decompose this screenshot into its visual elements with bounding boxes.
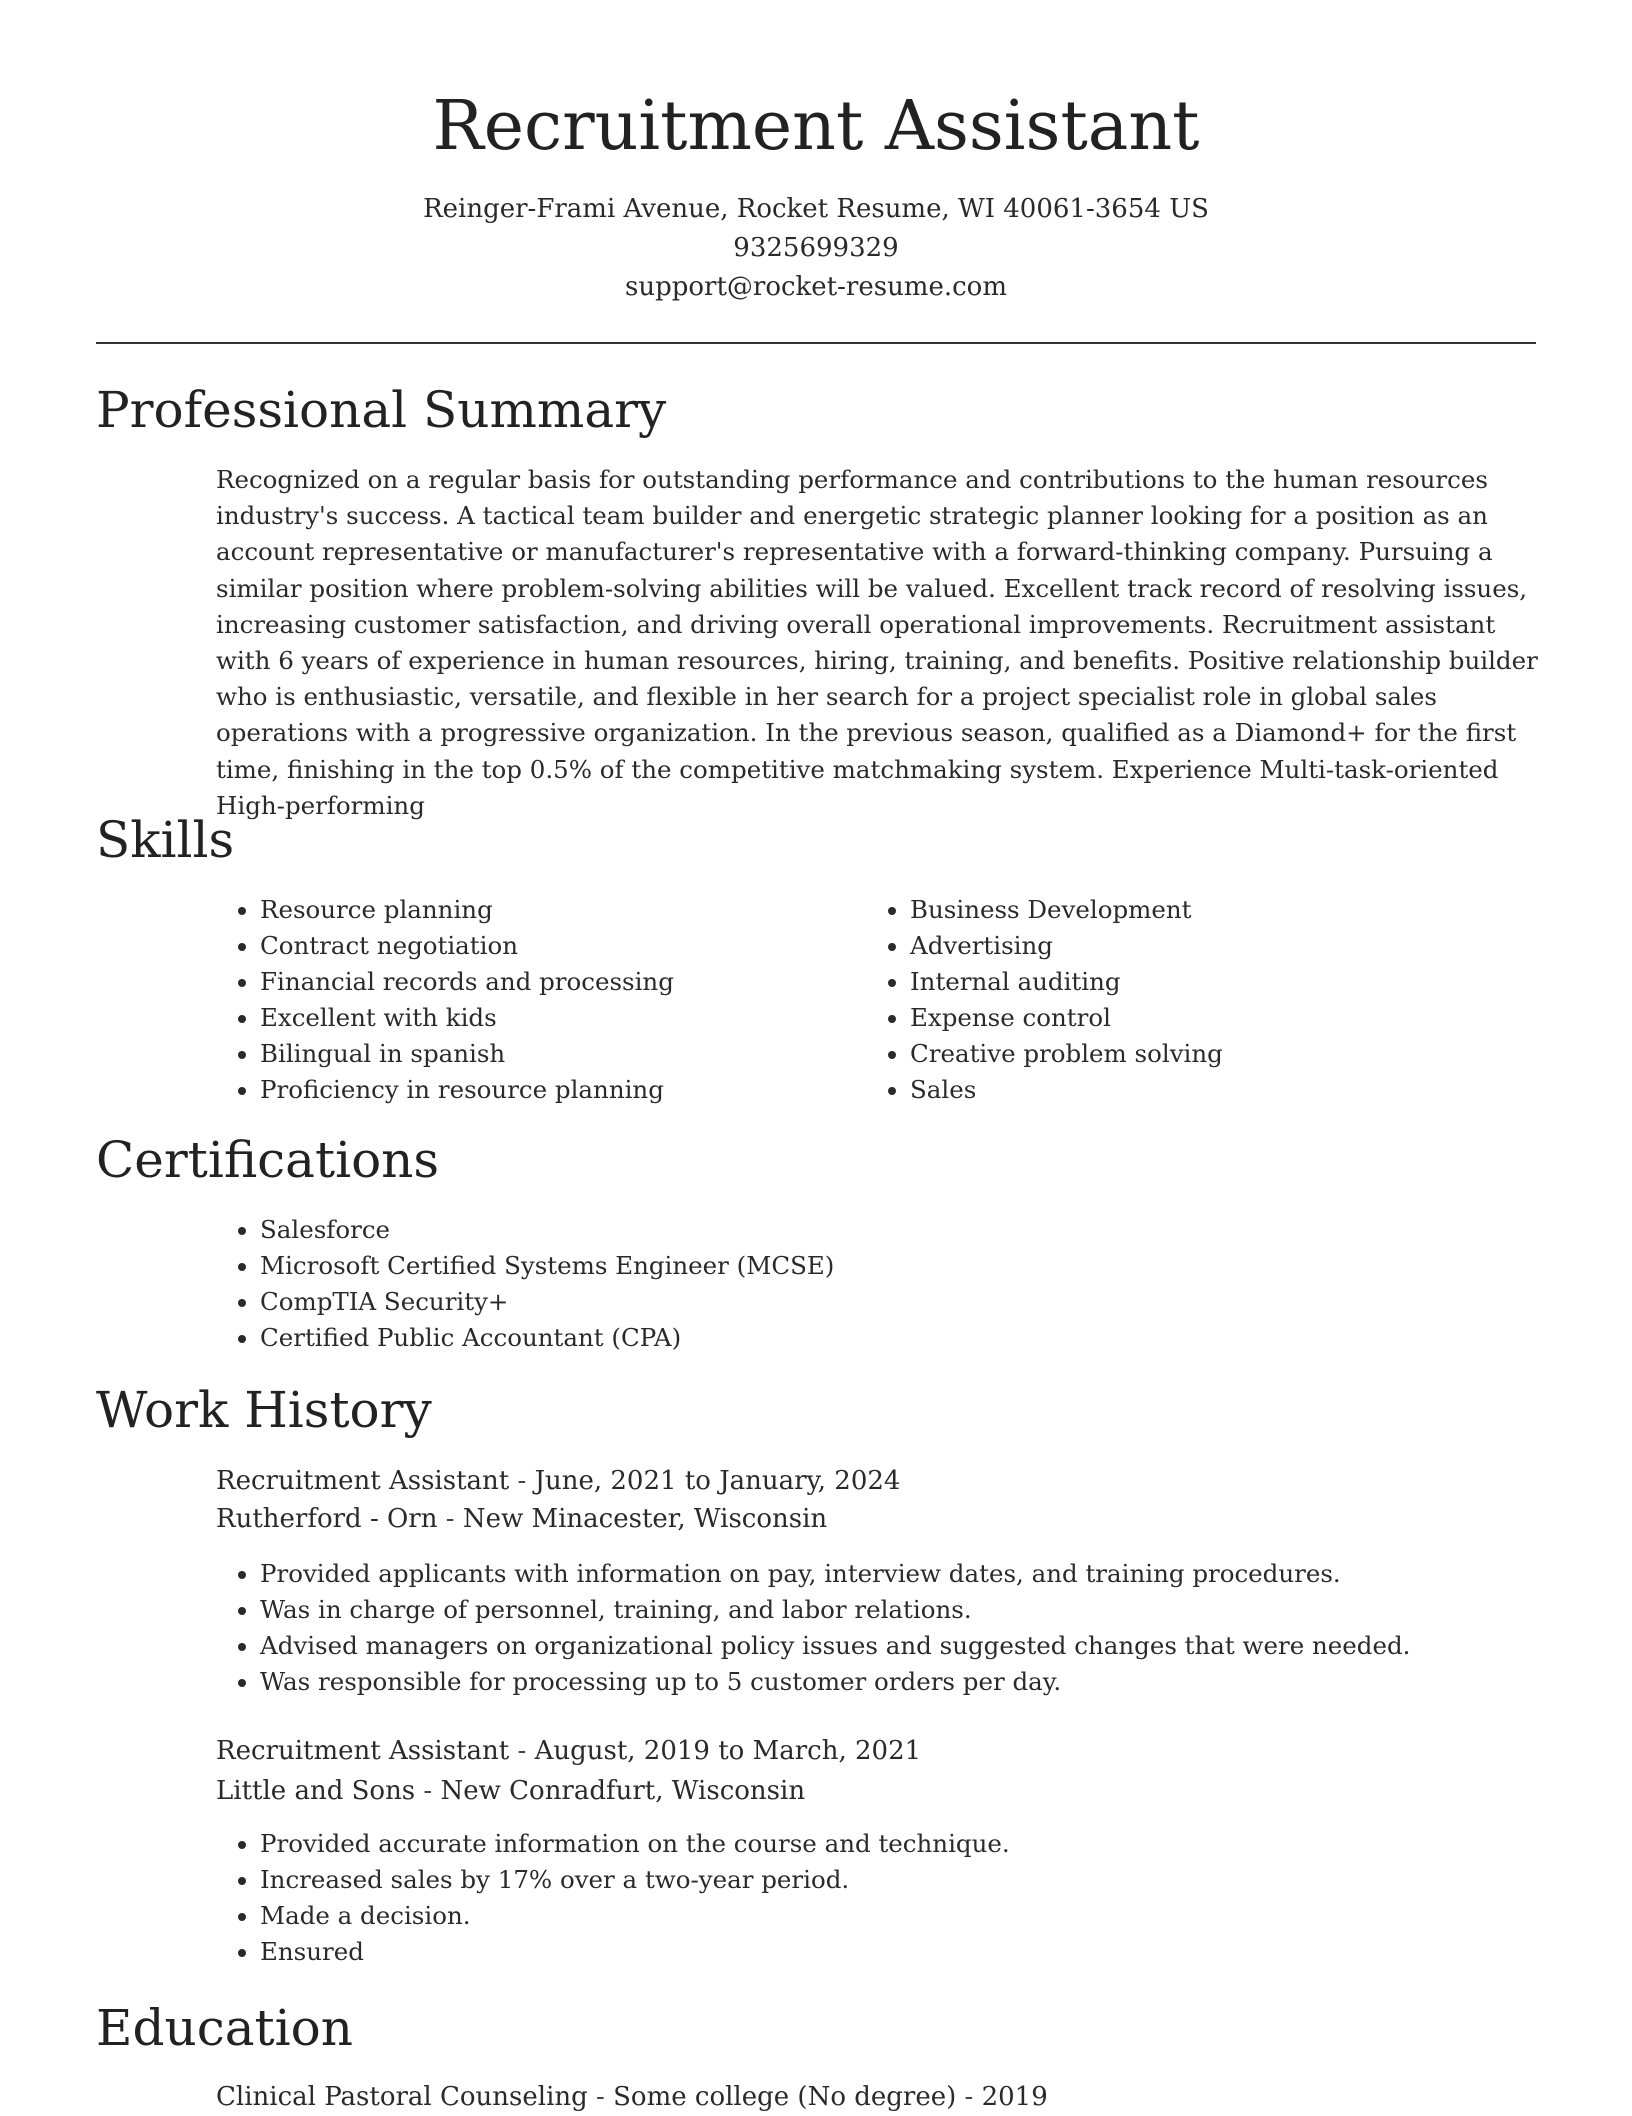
address: Reinger-Frami Avenue, Rocket Resume, WI 40061-3654 US bbox=[423, 194, 1209, 224]
duty-item: • Was in charge of personnel, training, and labor relations. bbox=[260, 1592, 1410, 1628]
duty-item: • Provided applicants with information on pay, interview dates, and training procedures. bbox=[260, 1556, 1410, 1592]
duty-item: • Ensured bbox=[260, 1934, 1010, 1970]
skill-item: • Sales bbox=[910, 1072, 1223, 1108]
skill-item: • Contract negotiation bbox=[260, 928, 674, 964]
phone-number: 9325699329 bbox=[733, 233, 899, 263]
job-location: New Conradfurt, Wisconsin bbox=[440, 1776, 806, 1806]
certification-item: • Certified Public Accountant (CPA) bbox=[260, 1320, 834, 1356]
separator: - bbox=[956, 2082, 982, 2112]
skill-item: • Expense control bbox=[910, 1000, 1223, 1036]
skill-item: • Proficiency in resource planning bbox=[260, 1072, 674, 1108]
separator: - bbox=[509, 1736, 535, 1766]
certification-item: • Microsoft Certified Systems Engineer (MCSE) bbox=[260, 1248, 834, 1284]
header-divider bbox=[96, 342, 1536, 344]
education-degree: Some college (No degree) bbox=[613, 2082, 957, 2112]
job-dates: August, 2019 to March, 2021 bbox=[534, 1736, 922, 1766]
work-history-heading: Work History bbox=[96, 1381, 432, 1439]
job-1-employer bbox=[216, 1500, 827, 1538]
skill-item: • Excellent with kids bbox=[260, 1000, 674, 1036]
education-year: 2019 bbox=[981, 2082, 1048, 2112]
job-company: Rutherford - Orn bbox=[216, 1504, 438, 1534]
education-heading: Education bbox=[96, 1999, 353, 2057]
duty-item: • Increased sales by 17% over a two-year period. bbox=[260, 1862, 1010, 1898]
job-2-employer bbox=[216, 1772, 805, 1810]
duty-item: • Provided accurate information on the course and technique. bbox=[260, 1826, 1010, 1862]
certification-item: • Salesforce bbox=[260, 1212, 834, 1248]
candidate-name: Recruitment Assistant bbox=[432, 87, 1200, 166]
job-location: New Minacester, Wisconsin bbox=[462, 1504, 828, 1534]
summary-text: Recognized on a regular basis for outstanding performance and contributions to the human resources industry's success. A tactical team builder and energetic strategic planner looking for a position as an account representative or manufacturer's representative with a forward-thinking company. Pursuing a similar position where problem-solving abilities will be valued. Excellent track record of resolving issues, increasing customer satisfaction, and driving overall operational improvements. Recruitment assistant with 6 years of experience in human resources, hiring, training, and benefits. Positive relationship builder who is enthusiastic, versatile, and flexible in her search for a project specialist role in global sales operations with a progressive organization. In the previous season, qualified as a Diamond+ for the first time, finishing in the top 0.5% of the competitive matchmaking system. Experience Multi-task-oriented High-performing bbox=[216, 465, 1538, 820]
job-company: Little and Sons bbox=[216, 1776, 416, 1806]
summary-heading: Professional Summary bbox=[96, 381, 667, 439]
skill-item: • Creative problem solving bbox=[910, 1036, 1223, 1072]
skills-list-right bbox=[866, 892, 1223, 1108]
contact-block bbox=[0, 190, 1632, 307]
job-1-header bbox=[216, 1462, 900, 1500]
email-address: support@rocket-resume.com bbox=[624, 272, 1007, 302]
job-2-duties bbox=[216, 1826, 1010, 1970]
skill-item: • Financial records and processing bbox=[260, 964, 674, 1000]
skill-item: • Advertising bbox=[910, 928, 1223, 964]
education-entry bbox=[216, 2078, 1048, 2116]
certification-item: • CompTIA Security+ bbox=[260, 1284, 834, 1320]
certifications-list bbox=[216, 1212, 834, 1356]
separator: - bbox=[415, 1776, 441, 1806]
duty-item: • Advised managers on organizational policy issues and suggested changes that were needed. bbox=[260, 1628, 1410, 1664]
skill-item: • Resource planning bbox=[260, 892, 674, 928]
certifications-heading: Certifications bbox=[96, 1131, 440, 1189]
skills-list-left bbox=[216, 892, 674, 1108]
job-2-header bbox=[216, 1732, 921, 1770]
job-1-duties bbox=[216, 1556, 1410, 1700]
skills-heading: Skills bbox=[96, 811, 235, 869]
separator: - bbox=[587, 2082, 614, 2112]
duty-item: • Was responsible for processing up to 5 customer orders per day. bbox=[260, 1664, 1410, 1700]
separator: - bbox=[509, 1466, 535, 1496]
skill-item: • Business Development bbox=[910, 892, 1223, 928]
skill-item: • Bilingual in spanish bbox=[260, 1036, 674, 1072]
skill-item: • Internal auditing bbox=[910, 964, 1223, 1000]
separator: - bbox=[437, 1504, 463, 1534]
duty-item: • Made a decision. bbox=[260, 1898, 1010, 1934]
job-dates: June, 2021 to January, 2024 bbox=[534, 1466, 901, 1496]
job-role: Recruitment Assistant bbox=[216, 1736, 510, 1766]
education-field: Clinical Pastoral Counseling bbox=[216, 2082, 588, 2112]
job-role: Recruitment Assistant bbox=[216, 1466, 510, 1496]
